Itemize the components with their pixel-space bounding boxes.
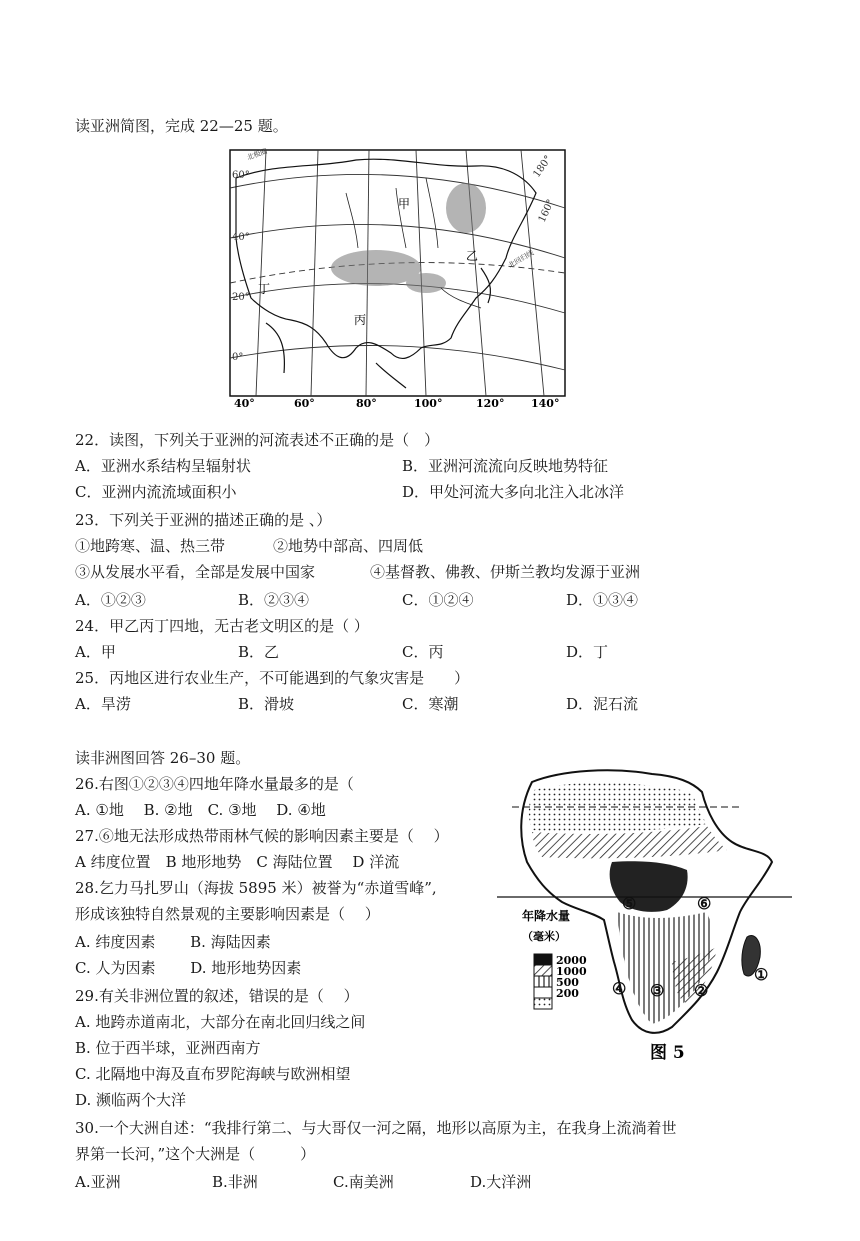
q28-options-cd[interactable]: C. 人为因素 D. 地形地势因素: [75, 959, 302, 977]
q28-stem-line2: 形成该独特自然景观的主要影响因素是（ ）: [75, 905, 380, 923]
lon-tick-100: 100°: [414, 397, 443, 410]
asia-map: [226, 148, 570, 410]
q23-option-d[interactable]: D．①③④: [566, 591, 639, 609]
lat-40: 40°: [232, 232, 250, 243]
q25-stem: 25．丙地区进行农业生产，不可能遇到的气象灾害是 ）: [75, 669, 470, 687]
q23-option-b[interactable]: B．②③④: [238, 591, 310, 609]
lon-tick-120: 120°: [476, 397, 505, 410]
q22-option-b[interactable]: B．亚洲河流流向反映地势特征: [402, 457, 609, 475]
q23-stem: 23．下列关于亚洲的描述正确的是 、）: [75, 511, 332, 529]
q23-statement-1: ①地跨寒、温、热三带: [75, 537, 226, 555]
marker-4: ④: [612, 979, 627, 998]
legend-unit: （毫米）: [522, 930, 566, 943]
q29-option-c[interactable]: C. 北隔地中海及直布罗陀海峡与欧洲相望: [75, 1065, 351, 1083]
q28-options-ab[interactable]: A. 纬度因素 B. 海陆因素: [75, 933, 271, 951]
q27-stem: 27.⑥地无法形成热带雨林气候的影响因素主要是（ ）: [75, 827, 449, 845]
q23-statement-3: ③从发展水平看，全部是发展中国家: [75, 563, 316, 581]
q22-option-d[interactable]: D．甲处河流大多向北注入北冰洋: [402, 483, 625, 501]
q24-option-d[interactable]: D．丁: [566, 643, 609, 661]
q24-option-b[interactable]: B．乙: [238, 643, 280, 661]
q29-option-d[interactable]: D. 濒临两个大洋: [75, 1091, 187, 1109]
marker-2: ②: [694, 981, 709, 1000]
q30-option-d[interactable]: D.大洋洲: [470, 1173, 532, 1191]
lon-180: 180°: [531, 153, 555, 180]
q24-stem: 24．甲乙丙丁四地，无古老文明区的是（ ）: [75, 617, 369, 635]
q30-option-a[interactable]: A.亚洲: [75, 1173, 121, 1191]
marker-6: ⑥: [697, 894, 712, 913]
q23-option-c[interactable]: C．①②④: [402, 591, 474, 609]
arctic-label: 北极圈: [245, 148, 269, 162]
q28-stem-line1: 28.乞力马扎罗山（海拔 5895 米）被誉为“赤道雪峰”,: [75, 879, 437, 897]
q25-option-a[interactable]: A．旱涝: [75, 695, 131, 713]
q25-option-d[interactable]: D．泥石流: [566, 695, 639, 713]
q30-option-b[interactable]: B.非洲: [212, 1173, 258, 1191]
q25-option-c[interactable]: C．寒潮: [402, 695, 459, 713]
label-bing: 丙: [354, 313, 367, 327]
lon-160: 160°: [536, 197, 557, 225]
lat-60: 60°: [232, 170, 250, 181]
section2-intro: 读非洲图回答 26–30 题。: [75, 749, 251, 767]
q30-stem-line1: 30.一个大洲自述：“我排行第二、与大哥仅一河之隔，地形以高原为主，在我身上流淌着世: [75, 1119, 677, 1137]
marker-5: ⑤: [622, 894, 637, 913]
q22-stem: 22．读图，下列关于亚洲的河流表述不正确的是（ ）: [75, 431, 440, 449]
q26-options[interactable]: A. ①地 B. ②地 C. ③地 D. ④地: [75, 801, 326, 819]
figure-caption: 图 5: [650, 1043, 685, 1063]
africa-map: [492, 762, 802, 1072]
lon-tick-60: 60°: [294, 397, 315, 410]
label-ding: 丁: [258, 282, 271, 296]
section1-intro: 读亚洲简图，完成 22—25 题。: [75, 117, 288, 135]
q24-option-a[interactable]: A．甲: [75, 643, 116, 661]
q30-option-c[interactable]: C.南美洲: [333, 1173, 394, 1191]
q23-statement-2: ②地势中部高、四周低: [273, 537, 424, 555]
label-yi: 乙: [466, 249, 479, 263]
legend-200: 200: [556, 987, 579, 1000]
q30-stem-line2: 界第一长河，”这个大洲是（ ）: [75, 1145, 316, 1163]
lat-0: 0°: [232, 352, 244, 363]
lon-tick-80: 80°: [356, 397, 377, 410]
marker-1: ①: [754, 965, 769, 984]
q23-option-a[interactable]: A．①②③: [75, 591, 146, 609]
q25-option-b[interactable]: B．滑坡: [238, 695, 295, 713]
legend-2000: 2000: [556, 954, 587, 967]
label-jia: 甲: [398, 197, 411, 211]
tropic-label: 北回归线: [507, 248, 536, 270]
q22-option-a[interactable]: A．亚洲水系结构呈辐射状: [75, 457, 251, 475]
q29-option-b[interactable]: B. 位于西半球，亚洲西南方: [75, 1039, 261, 1057]
q22-option-c[interactable]: C．亚洲内流流域面积小: [75, 483, 237, 501]
q24-option-c[interactable]: C．丙: [402, 643, 444, 661]
legend-500: 500: [556, 976, 579, 989]
lon-tick-40: 40°: [234, 397, 255, 410]
q26-stem: 26.右图①②③④四地年降水量最多的是（: [75, 775, 354, 793]
legend-1000: 1000: [556, 965, 587, 978]
lon-tick-140: 140°: [531, 397, 560, 410]
q29-stem: 29.有关非洲位置的叙述，错误的是（ ）: [75, 987, 359, 1005]
q29-option-a[interactable]: A. 地跨赤道南北，大部分在南北回归线之间: [75, 1013, 366, 1031]
q23-statement-4: ④基督教、佛教、伊斯兰教均发源于亚洲: [370, 563, 641, 581]
lat-20: 20°: [232, 292, 250, 303]
marker-3: ③: [650, 981, 665, 1000]
q27-options[interactable]: A 纬度位置 B 地形地势 C 海陆位置 D 洋流: [75, 853, 400, 871]
legend-title: 年降水量: [522, 909, 571, 923]
